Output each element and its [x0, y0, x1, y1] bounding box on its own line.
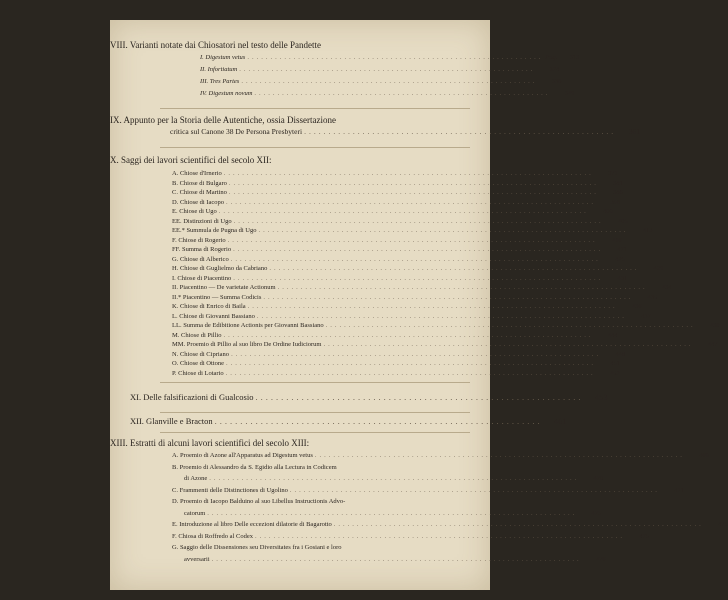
toc-row — [200, 77, 562, 86]
toc-page: 313 — [569, 54, 580, 61]
toc-label: A. Proemio di Azone all'Apparatus ad Digestum vetus — [172, 452, 313, 459]
toc-row — [172, 302, 642, 311]
toc-row — [172, 451, 709, 460]
toc-row — [172, 293, 658, 302]
toc-page: 475 — [591, 509, 602, 517]
toc-row — [172, 264, 664, 273]
toc-row — [172, 188, 623, 197]
toc-row — [172, 359, 620, 368]
section-ix-line1: IX. Appunto per la Storia delle Autentiche, ossia Dissertazione — [110, 115, 336, 125]
toc-page: 398 — [610, 198, 620, 206]
toc-row — [172, 245, 628, 254]
toc-label: III. Tres Partes — [200, 78, 240, 85]
toc-page: 405 — [617, 217, 628, 225]
toc-label: N. Chiose di Cipriano — [172, 350, 230, 358]
leader-dots: ................................................................................ — [226, 198, 596, 206]
toc-label: E. Chiose di Ugo — [172, 208, 217, 215]
leader-dots: ................................................................................ — [333, 521, 704, 528]
toc-page: 448 — [615, 350, 626, 358]
toc-label: EE. Distinzioni di Ugo — [172, 217, 232, 225]
toc-row — [200, 65, 560, 74]
toc-label: I. Digestum vetus — [200, 54, 246, 61]
leader-dots: ................................................................................ — [256, 312, 627, 320]
toc-label: A. Chiose d'Irnerio — [172, 170, 222, 177]
toc-label: P. Chiose di Lotario — [172, 369, 224, 377]
toc-row — [172, 312, 651, 321]
toc-page: 429 — [653, 265, 664, 272]
toc-row — [172, 283, 672, 292]
toc-row — [172, 226, 653, 235]
toc-label: EE.* Summula de Pugna di Ugo — [172, 227, 257, 234]
toc-row — [184, 555, 606, 564]
toc-row — [172, 369, 620, 378]
toc-label: catorum — [184, 509, 206, 517]
toc-label: C. Frammenti delle Distinctiones di Ugolino — [172, 486, 288, 494]
toc-label: H. Chiose di Guglielmo da Cabriano — [172, 265, 268, 272]
toc-page: 476 — [595, 555, 606, 563]
leader-dots: ................................................................................ — [223, 331, 594, 339]
leader-dots: ................................................................................ — [231, 350, 602, 358]
toc-row — [172, 497, 472, 506]
leader-dots: ................................................................................ — [209, 475, 580, 482]
section-x-title — [110, 155, 470, 165]
toc-label: M. Chiose di Pillio — [172, 331, 222, 339]
leader-dots: ................................................................................ — [218, 208, 589, 215]
toc-page: 436 — [631, 303, 642, 310]
leader-dots: ................................................................................ — [226, 360, 596, 367]
toc-page: 361 — [628, 127, 641, 136]
leader-dots: ................................................................................ — [269, 265, 640, 272]
toc-page: 400 — [603, 208, 613, 215]
leader-dots: ................................................................................ — [258, 227, 629, 234]
toc-page: 444 — [607, 331, 618, 339]
section-xii-title: XII. Glanville e Bracton — [130, 416, 213, 426]
toc-label: G. Saggio delle Dissensiones seu Diversitates fra i Gosiani e loro — [172, 544, 342, 551]
leader-dots: ................................................................................ — [314, 452, 685, 459]
leader-dots: ................................................................................ — [247, 303, 618, 310]
leader-dots: ................................................................ — [241, 78, 538, 85]
toc-row — [172, 274, 628, 283]
leader-dots: ................................................................................ — [233, 274, 604, 282]
leader-dots: ................................................................................ — [228, 189, 599, 196]
leader-dots: ................................................................................ — [225, 369, 596, 377]
leader-dots: ................................................................................ — [325, 322, 696, 329]
toc-page: 371 — [607, 170, 618, 177]
toc-row — [172, 236, 622, 245]
leader-dots: ................................................................................ — [207, 509, 578, 517]
toc-page: 388 — [613, 189, 623, 196]
toc-row — [172, 543, 472, 552]
toc-row — [172, 217, 628, 226]
toc-row — [172, 350, 626, 359]
leader-dots: ................................................................ — [254, 90, 551, 97]
section-ix-line2: critica sul Canone 38 De Persona Presbyteri — [170, 127, 303, 136]
toc-page: 413 — [642, 227, 653, 234]
section-xi-title: XI. Delle falsificazioni di Gualcosio — [130, 392, 254, 402]
section-divider — [160, 382, 470, 383]
toc-label: FF. Summa di Rogerio — [172, 246, 232, 253]
toc-row — [172, 169, 618, 178]
leader-dots: ................................................................ — [214, 416, 543, 426]
toc-page: 461 — [553, 416, 567, 426]
leader-dots: ................................................................................ — [211, 555, 582, 563]
section-xiii-title — [110, 438, 470, 448]
toc-label: D. Chiose di Iacopo — [172, 198, 224, 206]
leader-dots: ................................................................ — [255, 392, 584, 402]
leader-dots: ................................................................ — [304, 127, 617, 136]
leader-dots: ................................................................................ — [323, 341, 694, 348]
leader-dots: ................................................................................ — [228, 179, 599, 187]
section-xiii-title-text: XIII. Estratti di alcuni lavori scientifici del secolo XIII: — [110, 438, 310, 448]
toc-label: F. Chiose di Rogerio — [172, 236, 226, 244]
toc-page: 469 — [699, 452, 709, 459]
toc-label: O. Chiose di Ottone — [172, 360, 224, 367]
toc-label: E. Introduzione al libro Delle eccezioni dilatorie di Bagarotto — [172, 521, 332, 528]
toc-row — [172, 340, 718, 349]
toc-row — [172, 463, 472, 472]
book-page — [110, 20, 728, 590]
toc-label: B. Chiose di Bulgaro — [172, 179, 227, 187]
toc-row — [172, 520, 728, 529]
leader-dots: ................................................................ — [239, 66, 536, 73]
leader-dots: ................................................................................ — [230, 255, 601, 263]
toc-row — [172, 321, 720, 330]
toc-page: 453 — [594, 392, 608, 402]
toc-label: MM. Proemio di Pillio al suo libro De Ordine Iudiciorum — [172, 341, 322, 348]
toc-label: C. Chiose di Martino — [172, 189, 227, 196]
leader-dots: ................................................................................ — [223, 170, 594, 177]
toc-label: D. Proemio di Iacopo Balduino al suo Libellus Instructionis Advo- — [172, 498, 346, 505]
toc-row — [130, 392, 608, 403]
toc-row — [172, 331, 618, 340]
toc-row — [130, 416, 567, 427]
toc-page: 475 — [717, 521, 728, 528]
toc-label: F. Chiosa di Roffredo al Codex — [172, 532, 253, 540]
toc-row — [172, 179, 623, 188]
toc-page: 435 — [647, 293, 658, 301]
toc-page: 349 — [564, 90, 575, 97]
toc-page: 452 — [609, 369, 620, 377]
toc-row — [172, 532, 649, 541]
toc-row — [184, 474, 604, 483]
leader-dots: ................................................................................ — [277, 284, 648, 291]
leader-dots: ................................................................................ — [233, 217, 604, 225]
toc-label: B. Proemio di Alessandro da S. Egidio alla Lectura in Codicem — [172, 463, 337, 471]
leader-dots: ................................................................................ — [227, 236, 598, 244]
section-divider — [160, 108, 470, 109]
toc-row — [200, 53, 580, 62]
leader-dots: ................................................................ — [247, 54, 544, 61]
leader-dots: ................................................................................ — [263, 293, 634, 301]
section-divider — [160, 147, 470, 148]
toc-row — [172, 486, 684, 495]
toc-page: 381 — [613, 179, 623, 187]
toc-label: K. Chiose di Enrico di Baila — [172, 303, 246, 310]
toc-label: avversarii — [184, 555, 210, 563]
section-viii-title — [110, 40, 470, 50]
toc-page: 421 — [617, 246, 628, 253]
section-divider — [160, 412, 470, 413]
section-ix-title — [110, 115, 470, 125]
toc-row — [184, 509, 602, 518]
toc-page: 426 — [614, 255, 625, 263]
toc-label: L. Chiose di Giovanni Bassiano — [172, 312, 255, 320]
toc-page: 434 — [661, 284, 672, 291]
toc-label: I. Chiose di Piacentino — [172, 274, 232, 282]
page-prefix: Pag. — [545, 54, 558, 61]
toc-page: 437 — [641, 312, 651, 320]
toc-row — [170, 127, 641, 136]
toc-row — [172, 198, 620, 207]
toc-row — [172, 207, 613, 216]
toc-label: G. Chiose di Alberico — [172, 255, 229, 263]
toc-page: 470 — [593, 475, 604, 482]
leader-dots: ................................................................................ — [233, 246, 604, 253]
toc-page: 475 — [639, 532, 649, 540]
toc-row — [200, 89, 575, 98]
toc-page: 447 — [707, 341, 718, 348]
toc-label: IV. Digestum novum — [200, 90, 253, 97]
toc-label: di Azone — [184, 475, 208, 482]
toc-label: II. Infortiatum — [200, 66, 238, 73]
toc-page: 324 — [549, 66, 560, 73]
toc-page: 451 — [610, 360, 620, 367]
toc-label: II. Piacentino — De varietate Actionum — [172, 284, 276, 291]
toc-label: LL. Summa de Edibitione Actionis per Giovanni Bassiano — [172, 322, 324, 329]
toc-page: 338 — [551, 78, 562, 85]
section-viii-title-text: VIII. Varianti notate dai Chiosatori nel testo delle Pandette — [110, 40, 322, 50]
toc-page: 431 — [617, 274, 628, 282]
section-divider — [160, 432, 470, 433]
toc-row — [172, 255, 625, 264]
leader-dots: ................................................................................ — [289, 486, 660, 494]
toc-page: 439 — [709, 322, 720, 329]
toc-label: II.* Piacentino — Summa Codicis — [172, 293, 262, 301]
leader-dots: ................................................................................ — [254, 532, 625, 540]
toc-page: 471 — [674, 486, 684, 494]
section-x-title-text: X. Saggi dei lavori scientifici del secolo XII: — [110, 155, 272, 165]
toc-page: 416 — [611, 236, 622, 244]
